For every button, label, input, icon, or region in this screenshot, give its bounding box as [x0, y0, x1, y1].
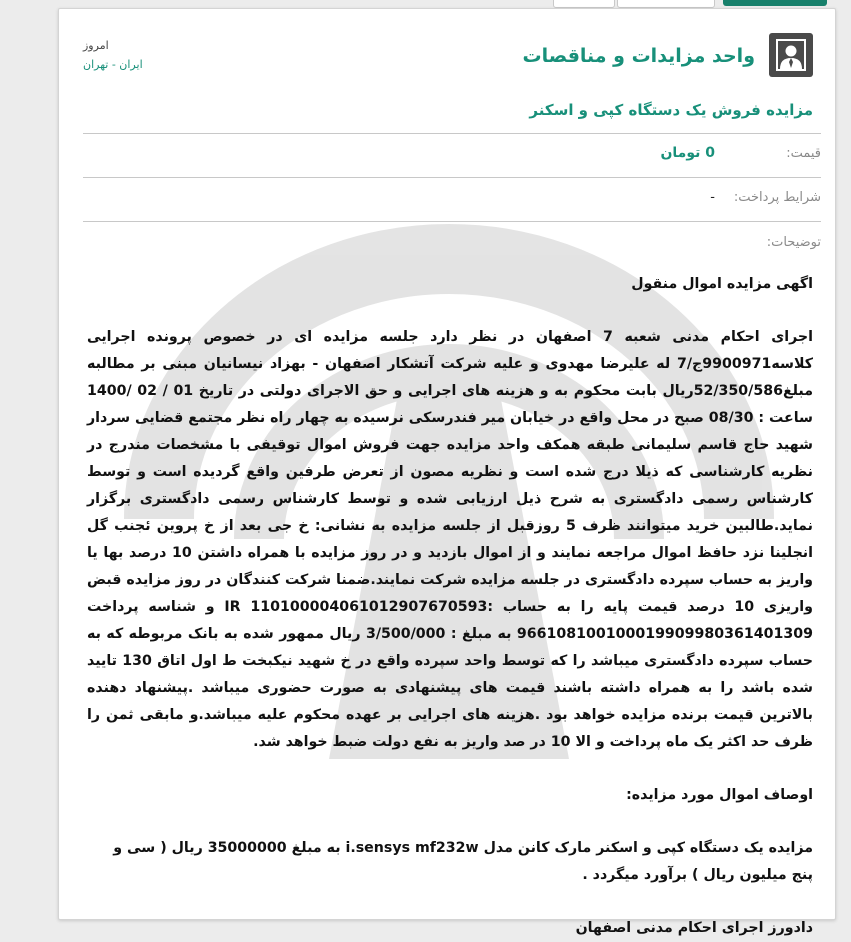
signature: دادورز اجرای احکام مدنی اصفهان: [575, 920, 813, 936]
divider: [83, 221, 821, 222]
price-value: 0 تومان: [660, 145, 715, 161]
unit-title: واحد مزایدات و مناقصات: [522, 45, 755, 67]
price-label: قیمت:: [786, 146, 821, 161]
description-content: [87, 271, 813, 942]
property-text: مزایده یک دستگاه کپی و اسکنر مارک کانن مدل i.sensys mf232w به مبلغ 35000000 ریال ( سی و پنج میلیون ریال ) برآورد میگردد .: [113, 840, 813, 883]
today-label: امروز: [83, 39, 109, 52]
user-avatar-icon: [769, 33, 813, 77]
tab-primary[interactable]: [723, 0, 827, 6]
payment-value: -: [710, 190, 715, 205]
tab-tertiary[interactable]: [553, 0, 615, 8]
top-tab-strip: [0, 0, 851, 8]
notice-paragraph: اجرای احکام مدنی شعبه 7 اصفهان در نظر دارد جلسه مزایده ای در خصوص پرونده اجرایی کلاسه9900971ج/7 له علیرضا مهدوی و علیه شرکت آتشکار اصفهان - بهزاد نیسانیان مبنی بر مطالبه مبلغ52/350/586ریال بابت محکوم به و هزینه های اجرایی و حق الاجرای دولتی در تاریخ 01 / 02 /1400 ساعت : 08/30 صبح در محل واقع در خیابان میر فندرسکی نرسیده به چهار راه نظر مجتمع قضایی سردار شهید حاج قاسم سلیمانی طبقه همکف واحد مزایده جهت فروش اموال توقیفی با مشخصات مندرج در نظریه کارشناسی که ذیلا درج شده است و نظریه مصون از تعرض طرفین واقع گردیده است و توسط کارشناس رسمی دادگستری به شرح ذیل ارزیابی شده و توسط کارشناس رسمی دادگستری برگزار نماید.طالبین خرید میتوانند ظرف 5 روزقبل از جلسه مزایده به نشانی: خ جی بعد از خ پروین ئجنب گل انجلینا نزد حافظ اموال مراجعه نمایند و از اموال بازدید و در روز مزایده با همراه داشتن 10 درصد بها یا واریز به حساب سپرده دادگستری در جلسه مزایده شرکت نمایند.ضمنا شرکت کنندگان در روز مزایده قبض واریزی 10 درصد قیمت پایه را به حساب :IR 110100004061012907670593 و شناسه پرداخت 966108100100019909980361401309 به مبلغ : 3/500/000 ریال ممهور شده به بانک مربوطه که به حساب سپرده دادگستری میباشد را که توسط واحد سپرده واقع در خ شهید نیکبخت ط اول اتاق 130 تایید شده باشد را به همراه داشته باشند قیمت های پیشنهادی به صورت حضوری میباشد .پیشنهاد دهنده بالاترین قیمت برنده مزایده خواهد بود .هزینه های اجرایی بر عهده محکوم علیه میباشد.و مابقی ثمن را ظرف حد اکثر یک ماه پرداخت و الا 10 در صد واریز به نفع دولت ضبط خواهد شد.: [87, 329, 814, 750]
tab-secondary[interactable]: [617, 0, 715, 8]
auction-title: مزایده فروش یک دستگاه کپی و اسکنر: [529, 101, 813, 119]
auction-card: [58, 8, 836, 936]
divider: [83, 133, 821, 134]
property-heading: اوصاف اموال مورد مزایده:: [626, 787, 813, 803]
divider: [83, 177, 821, 178]
notice-heading: اگهی مزایده اموال منقول: [631, 276, 813, 292]
location-link[interactable]: ایران - تهران: [83, 58, 143, 71]
payment-label: شرایط پرداخت:: [733, 190, 821, 205]
description-label: توضیحات:: [766, 235, 821, 250]
